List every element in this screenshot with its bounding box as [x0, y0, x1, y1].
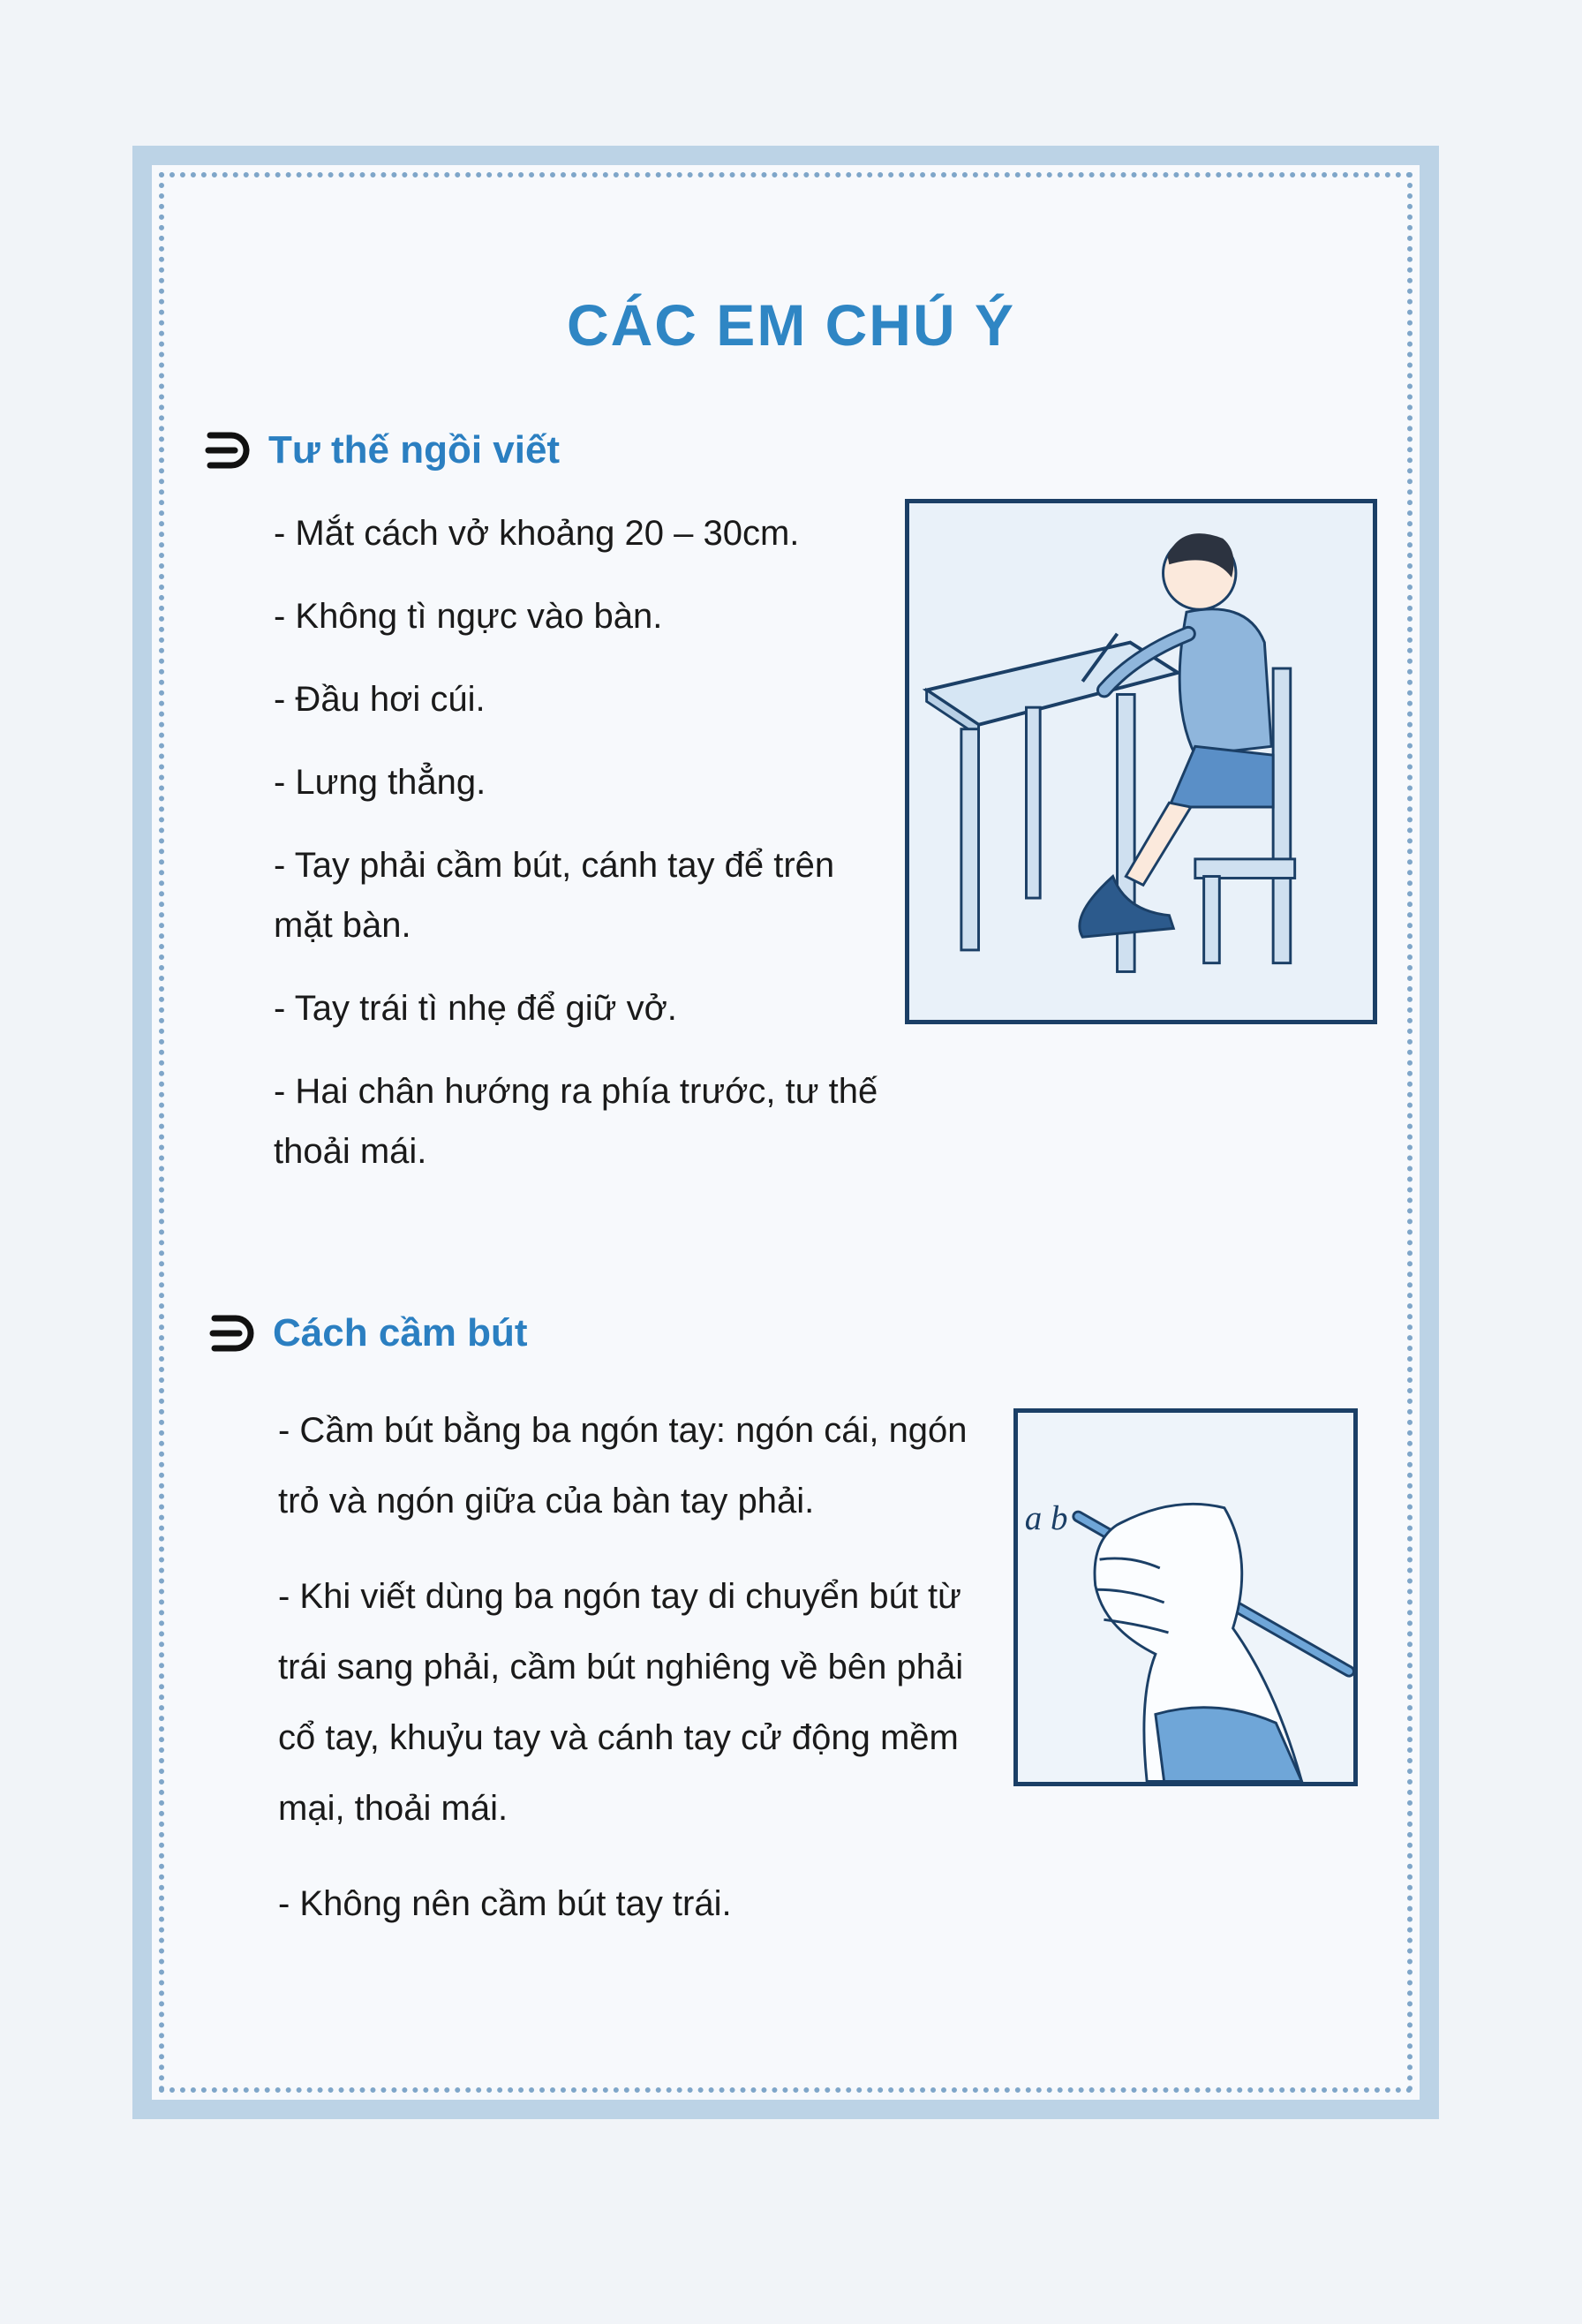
section-heading-sitting [205, 428, 560, 472]
section-heading-label: Cách cầm bút [273, 1311, 528, 1354]
section-heading-pen-holding [209, 1311, 528, 1355]
list-item: - Mắt cách vở khoảng 20 – 30cm. [274, 514, 800, 553]
list-item: - Lưng thẳng. [274, 763, 486, 802]
sitting-instructions-list [274, 503, 892, 1204]
list-item: - Tay phải cầm bút, cánh tay để trên mặt bàn. [274, 846, 835, 945]
handwriting-sample: a b [1024, 1499, 1068, 1538]
child-at-desk-image [909, 503, 1373, 1020]
list-item: - Hai chân hướng ra phía trước, tư thế thoải mái. [274, 1072, 878, 1171]
sitting-posture-illustration [905, 499, 1377, 1024]
list-item: - Không tì ngực vào bàn. [274, 597, 663, 636]
list-item: - Cầm bút bằng ba ngón tay: ngón cái, ngón trỏ và ngón giữa của bàn tay phải. [278, 1411, 968, 1520]
list-item: - Không nên cầm bút tay trái. [278, 1884, 732, 1923]
arrow-right-icon [205, 428, 256, 472]
section-heading-label: Tư thế ngồi viết [268, 428, 561, 472]
page-title: CÁC EM CHÚ Ý [566, 292, 1015, 358]
arrow-right-icon [209, 1311, 260, 1355]
hand-holding-pen-image [1018, 1413, 1353, 1782]
list-item: - Tay trái tì nhẹ để giữ vở. [274, 989, 677, 1028]
list-item: - Đầu hơi cúi. [274, 680, 486, 719]
list-item: - Khi viết dùng ba ngón tay di chuyển bút từ trái sang phải, cầm bút nghiêng về bên phải cổ tay, khuỷu tay và cánh tay cử động mềm mại, thoải mái. [278, 1577, 964, 1828]
pen-holding-instructions-list [278, 1395, 989, 1964]
pen-holding-illustration [1013, 1408, 1358, 1786]
